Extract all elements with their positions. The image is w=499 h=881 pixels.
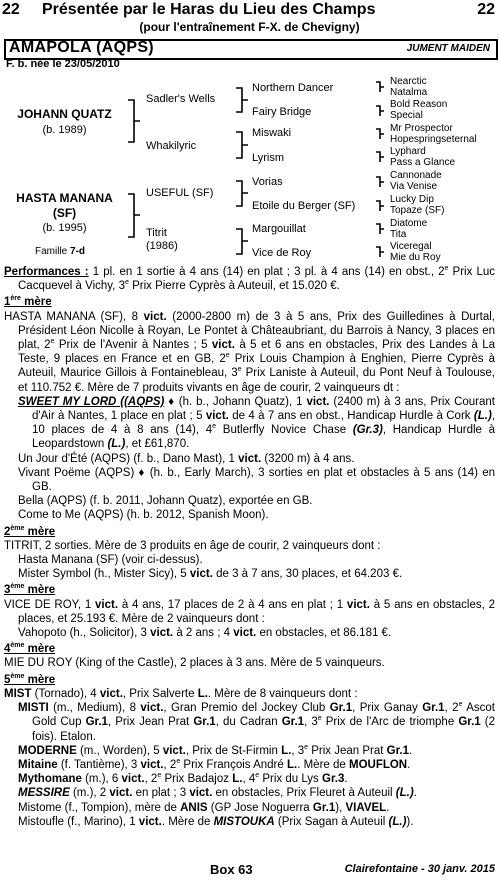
pedigree-gen2-1: Sadler's Wells — [146, 93, 216, 105]
dam-year: (b. 1995) — [42, 222, 87, 234]
produce-misti: MISTI (m., Medium), 8 vict., Gran Premio del Jockey Club Gr.1, Prix Ganay Gr.1, 2e Ascot Gold Cup Gr.1, Prix Jean Prat Gr.1, du Cadran Gr.1, 3e Prix de l'Arc de triomphe Gr.1 (2 fois). Etalon. — [18, 701, 496, 743]
section-2nd-dam: 2ème mère — [4, 524, 56, 538]
dam-5-text: MIST (Tornado), 4 vict., Prix Salverte L.. Mère de 8 vainqueurs dont : — [4, 687, 358, 700]
pedigree-gen4-9: Cannonade — [390, 170, 442, 181]
dam-family — [35, 246, 85, 257]
dam-family-label: Famille — [35, 246, 71, 257]
sale-place-date: Clairefontaine - 30 janv. 2015 — [344, 863, 495, 875]
pedigree-gen3-7: Margouillat — [252, 223, 306, 235]
pedigree-notes — [4, 265, 495, 829]
pedigree-gen4-1: Nearctic — [390, 76, 427, 87]
page-title: Présentée par le Haras du Lieu des Champs — [42, 1, 376, 18]
pedigree-gen4-13: Diatome — [390, 218, 428, 229]
section-1st-dam: 1ère mère — [4, 295, 52, 309]
dam-1-text: HASTA MANANA (SF), 8 vict. (2000-2800 m) de 3 à 5 ans, Prix des Guilledines à Durtal, Président Léon Nicolle à Royan, Le Pontet à Châteaubriant, du Barrois à Nancy, 3 places en plat, 2e Prix de l'Avenir à Nantes ; 5 vict. à 5 et 6 ans en obstacles, Prix des Landes à La Teste, 9 places en France et en GB, 2e Prix Louis Champion à Enghien, Pierre Cyprès à Auteuil, Maurice Gillois à Fontainebleau, 3e Prix Laniste à Auteuil, du Pont Neuf à Toulouse, et 110.752 €. Mère de 7 produits vivants en âge de courir, 2 vainqueurs dt : — [4, 310, 495, 394]
performances: Performances : 1 pl. en 1 sortie à 4 ans (14) en plat ; 3 pl. à 4 ans (14) en obst., 2e Prix Luc Cacquevel à Vichy, 3e Prix Pierre Cyprès à Auteuil, et 15.020 €. — [4, 265, 495, 293]
produce-mythomane: Mythomane (m.), 6 vict., 2e Prix Badajoz L., 4e Prix du Lys Gr.3. — [18, 772, 348, 786]
pedigree-chart — [0, 74, 499, 264]
pedigree-gen3-2: Fairy Bridge — [252, 106, 312, 118]
produce-un-jour-d-ete: Un Jour d'Été (AQPS) (f. b., Dano Mast), 1 vict. (3200 m) à 4 ans. — [18, 452, 355, 465]
dam-3-text: VICE DE ROY, 1 vict. à 4 ans, 17 places de 2 à 4 ans en plat ; 1 vict. à 5 ans en obstacles, 2 places, et 25.193 €. Mère de 2 vainqueurs dont : — [4, 598, 495, 625]
pedigree-gen4-10: Via Venise — [390, 181, 438, 192]
page-subtitle: (pour l'entraînement F-X. de Chevigny) — [139, 20, 360, 34]
pedigree-gen3-6: Etoile du Berger (SF) — [252, 200, 356, 212]
pedigree-gen3-5: Vorias — [252, 176, 283, 188]
produce-moderne: MODERNE (m., Worden), 5 vict., Prix de St-Firmin L., 3e Prix Jean Prat Gr.1. — [18, 743, 413, 757]
produce-bella: Bella (AQPS) (f. b. 2011, Johann Quatz), exportée en GB. — [18, 495, 313, 508]
pedigree-gen4-7: Lyphard — [390, 146, 426, 157]
produce-vahopoto: Vahopoto (h., Solicitor), 3 vict. à 2 ans ; 4 vict. en obstacles, et 86.181 €. — [18, 627, 392, 640]
produce-mister-symbol: Mister Symbol (h., Mister Sicy), 5 vict. de 3 à 7 ans, 30 places, et 64.203 €. — [18, 568, 403, 581]
dam-name: HASTA MANANA — [16, 191, 113, 205]
pedigree-gen4-3: Bold Reason — [390, 99, 448, 110]
sire-year: (b. 1989) — [42, 124, 87, 136]
produce-messire: MESSIRE (m.), 2 vict. en plat ; 3 vict. en obstacles, Prix Fleuret à Auteuil (L.). — [18, 787, 417, 800]
pedigree-gen2-4-year: (1986) — [146, 240, 178, 252]
produce-hasta-manana: Hasta Manana (SF) (voir ci-dessus). — [18, 554, 203, 567]
pedigree-gen4-6: Hopespringseternal — [390, 134, 477, 145]
pedigree-gen4-16: Mie du Roy — [390, 252, 441, 263]
box-number: Box 63 — [210, 862, 253, 877]
pedigree-gen3-3: Miswaki — [252, 127, 292, 139]
dam-2-text: TITRIT, 2 sorties. Mère de 3 produits en âge de courir, 2 vainqueurs dont : — [4, 539, 381, 552]
produce-mitaine: Mitaine (f. Tantième), 3 vict., 2e Prix François André L.. Mère de MOUFLON. — [18, 758, 411, 771]
dam-4-text: MIE DU ROY (King of the Castle), 2 places à 3 ans. Mère de 5 vainqueurs. — [4, 657, 385, 670]
pedigree-gen4-8: Pass a Glance — [390, 157, 456, 168]
dam-breed: (SF) — [52, 206, 77, 220]
produce-sweet-my-lord: SWEET MY LORD ((AQPS) ♦ (h. b., Johann Quatz), 1 vict. (2400 m) à 3 ans, Prix Courant d'Air à Nantes, 1 place en plat ; 5 vict. de 4 à 7 ans en obst., Handicap Hurdle à Cork (L.), 10 places de 4 à 8 ans (14), 4e Butlerfly Novice Chase (Gr.3), Handicap Hurdle à Leopardstown (L.), et £61,870. — [18, 395, 496, 451]
section-3rd-dam: 3ème mère — [4, 583, 56, 597]
pedigree-gen4-5: Mr Prospector — [390, 123, 453, 134]
pedigree-gen3-1: Northern Dancer — [252, 82, 334, 94]
page-footer — [0, 862, 499, 880]
pedigree-gen4-4: Special — [390, 110, 423, 121]
pedigree-gen2-2: Whakilyric — [146, 140, 197, 152]
pedigree-gen4-14: Tita — [390, 229, 407, 240]
birth-info: F. b. née le 23/05/2010 — [6, 58, 120, 70]
dam-family-value: 7-d — [70, 246, 86, 257]
pedigree-gen2-4: Titrit — [146, 227, 167, 239]
produce-mistoufle: Mistoufle (f., Marino), 1 vict.. Mère de MISTOUKA (Prix Sagan à Auteuil (L.)). — [18, 815, 414, 828]
pedigree-gen4-12: Topaze (SF) — [390, 205, 445, 216]
lot-number-left: 22 — [2, 1, 20, 18]
produce-vivant-poeme: Vivant Poëme (AQPS) ♦ (h. b., Early March), 3 sorties en plat et obstacles à 5 ans (14) en GB. — [18, 466, 495, 494]
produce-mistome: Mistome (f., Tompion), mère de ANIS (GP Jose Noguerra Gr.1), VIAVEL. — [18, 801, 390, 814]
horse-name-box — [4, 39, 498, 60]
pedigree-gen2-3: USEFUL (SF) — [146, 187, 214, 199]
pedigree-gen4-2: Natalma — [390, 87, 428, 98]
horse-category: JUMENT MAIDEN — [406, 43, 490, 54]
pedigree-gen3-8: Vice de Roy — [252, 247, 312, 259]
lot-number-right: 22 — [477, 1, 495, 18]
sire-name: JOHANN QUATZ — [17, 107, 112, 121]
horse-name: AMAPOLA (AQPS) — [9, 39, 154, 56]
pedigree-gen3-4: Lyrism — [252, 152, 284, 164]
section-4th-dam: 4ème mère — [4, 642, 56, 656]
produce-come-to-me: Come to Me (AQPS) (h. b. 2012, Spanish Moon). — [18, 509, 269, 522]
pedigree-gen4-15: Viceregal — [390, 241, 432, 252]
section-5th-dam: 5ème mère — [4, 672, 56, 686]
pedigree-gen4-11: Lucky Dip — [390, 194, 434, 205]
